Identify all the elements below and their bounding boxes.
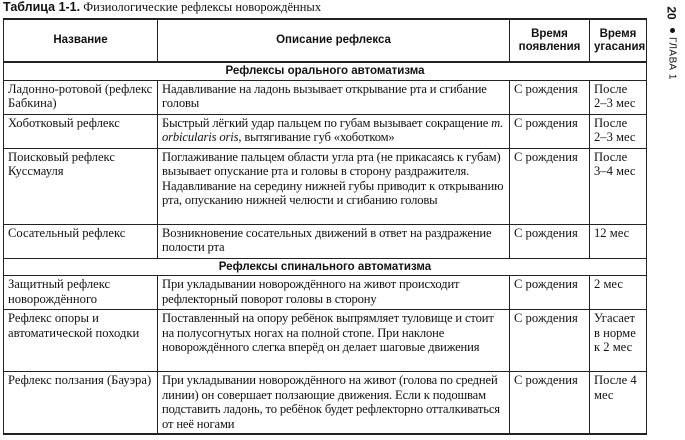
table-header-row xyxy=(4,19,647,62)
section-title: Рефлексы спинального автоматизма xyxy=(4,258,647,276)
page-number: 20 xyxy=(664,6,679,20)
header-fade: Время угасания xyxy=(590,19,647,62)
header-name: Название xyxy=(4,19,158,62)
table-caption xyxy=(3,0,321,15)
reflex-name: Рефлекс ползания (Бауэра) xyxy=(4,372,158,434)
table-row xyxy=(4,310,647,372)
reflex-fade: После 2–3 мес xyxy=(590,80,647,114)
reflex-description: Поставленный на опору ребёнок выпрямляет туловище и стоит на полусогнутых ногах на полной стопе. При наклоне новорождённого слегка вперёд он делает шаговые движения xyxy=(158,310,510,372)
reflex-name: Защитный рефлекс новорождённого xyxy=(4,276,158,310)
reflex-fade: После 3–4 мес xyxy=(590,148,647,224)
table-row xyxy=(4,114,647,148)
page-margin xyxy=(661,2,683,82)
table-row xyxy=(4,372,647,434)
section-row xyxy=(4,258,647,276)
reflex-appearance: С рождения xyxy=(510,310,590,372)
reflex-appearance: С рождения xyxy=(510,372,590,434)
reflex-appearance: С рождения xyxy=(510,148,590,224)
caption-label: Таблица 1-1. xyxy=(3,0,81,14)
reflex-description: При укладывании новорождённого на живот происходит рефлекторный поворот головы в сторону xyxy=(158,276,510,310)
reflex-fade: После 2–3 мес xyxy=(590,114,647,148)
reflex-description: Надавливание на ладонь вызывает открывание рта и сгибание головы xyxy=(158,80,510,114)
section-title: Рефлексы орального автоматизма xyxy=(4,62,647,80)
reflex-fade: 12 мес xyxy=(590,224,647,258)
reflex-name: Поисковый рефлекс Куссмауля xyxy=(4,148,158,224)
reflex-appearance: С рождения xyxy=(510,276,590,310)
reflex-appearance: С рождения xyxy=(510,224,590,258)
reflex-name: Рефлекс опоры и автоматической походки xyxy=(4,310,158,372)
section-row xyxy=(4,62,647,80)
chapter-label: ГЛАВА 1 xyxy=(666,37,678,80)
reflex-description: Поглаживание пальцем области угла рта (не прикасаясь к губам) вызывает опускание рта и головы в сторону раздражителя. Надавливание на середину нижней губы приводит к открыванию рта, опусканию нижней челюсти и сгибанию головы xyxy=(158,148,510,224)
table-row xyxy=(4,148,647,224)
table-row xyxy=(4,224,647,258)
header-appearance: Время появления xyxy=(510,19,590,62)
header-description: Описание рефлекса xyxy=(158,19,510,62)
reflex-name: Хоботковый рефлекс xyxy=(4,114,158,148)
reflex-name: Ладонно-ротовой (рефлекс Бабкина) xyxy=(4,80,158,114)
reflex-table xyxy=(3,18,647,435)
reflex-fade: После 4 мес xyxy=(590,372,647,434)
reflex-description: Быстрый лёгкий удар пальцем по губам вызывает сокращение m. orbicularis oris, вытягивание губ «хоботком» xyxy=(158,114,510,148)
reflex-fade: 2 мес xyxy=(590,276,647,310)
table-row xyxy=(4,80,647,114)
bullet-icon xyxy=(670,28,675,33)
table-row xyxy=(4,276,647,310)
reflex-appearance: С рождения xyxy=(510,114,590,148)
reflex-appearance: С рождения xyxy=(510,80,590,114)
caption-title: Физиологические рефлексы новорождённых xyxy=(83,0,322,14)
reflex-fade: Угасает в норме к 2 мес xyxy=(590,310,647,372)
reflex-description: Возникновение сосательных движений в ответ на раздражение полости рта xyxy=(158,224,510,258)
reflex-name: Сосательный рефлекс xyxy=(4,224,158,258)
reflex-description: При укладывании новорождённого на живот (голова по средней линии) он совершает ползающие движения. Если к подошвам подставить ладонь, то ребёнок будет рефлекторно отталкиваться от неё ногами xyxy=(158,372,510,434)
